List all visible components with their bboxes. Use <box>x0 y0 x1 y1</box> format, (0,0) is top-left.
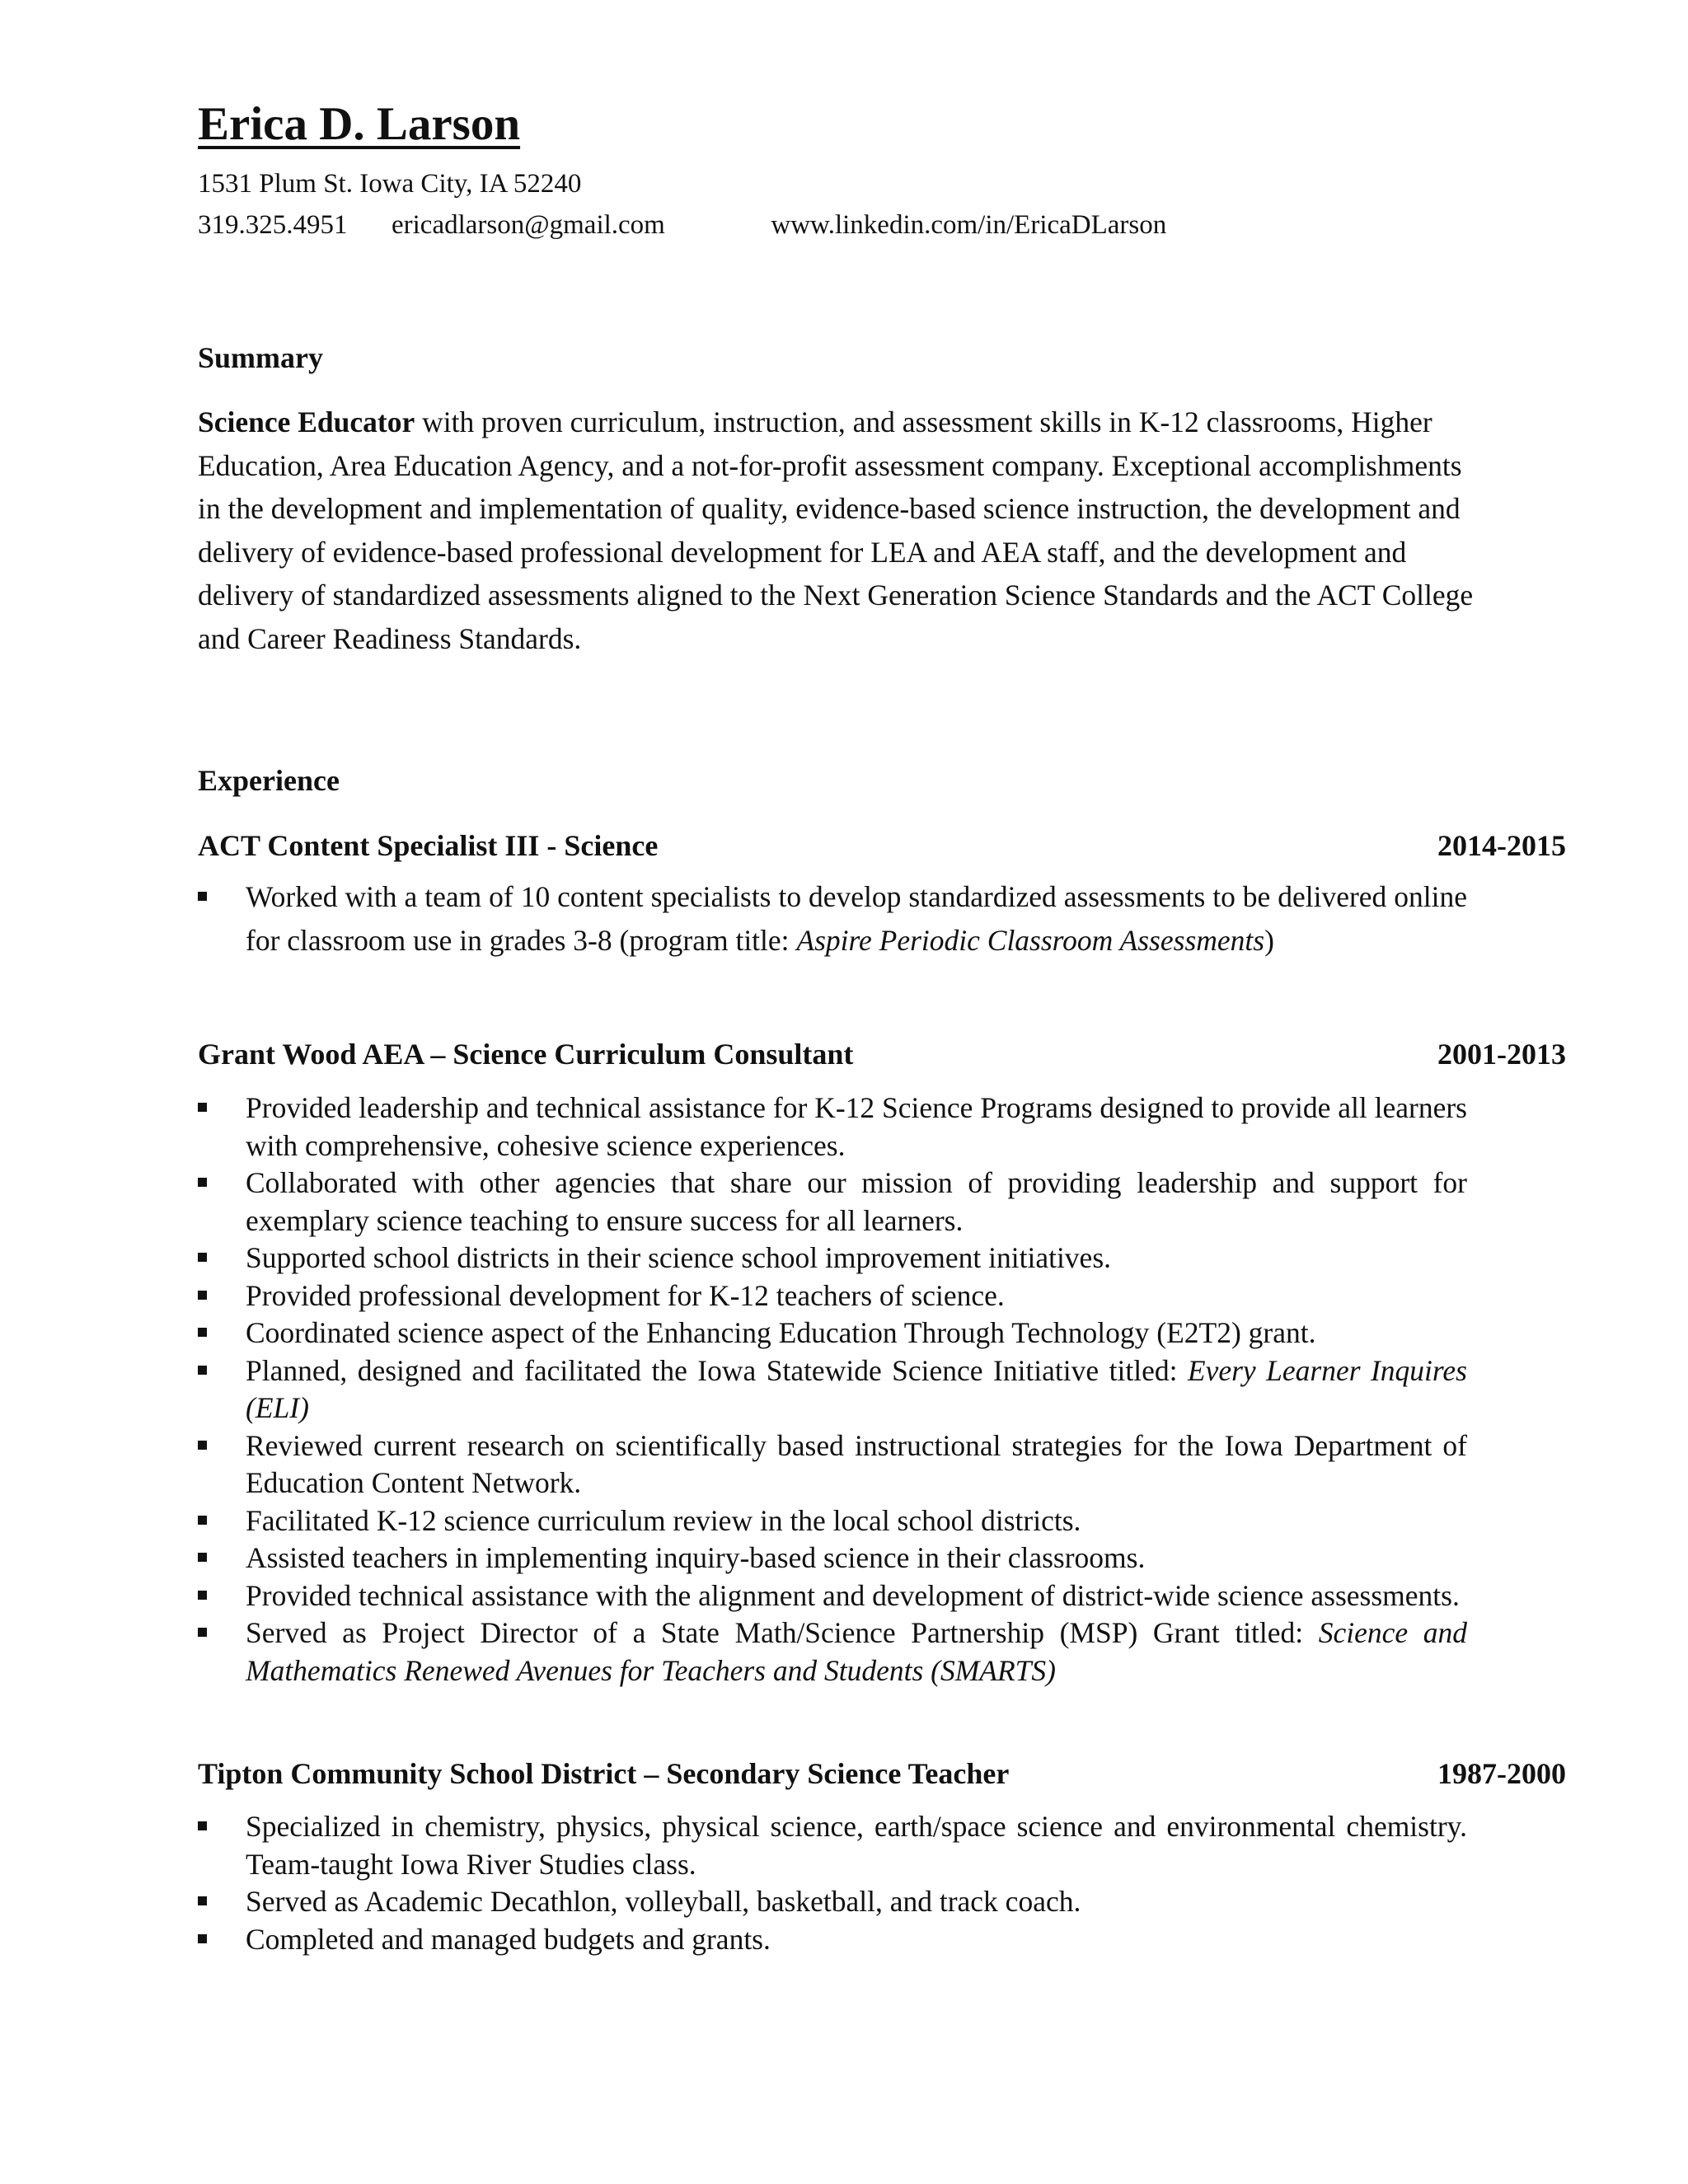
bullet-square-icon <box>198 1896 207 1905</box>
list-item: Specialized in chemistry, physics, physical science, earth/space science and environmental chemistry. Team-taught Iowa River Studies class. <box>198 1808 1467 1883</box>
list-item: Served as Academic Decathlon, volleyball, basketball, and track coach. <box>198 1883 1467 1921</box>
bullet-square-icon <box>198 892 207 901</box>
list-item: Planned, designed and facilitated the Iowa Statewide Science Initiative titled: Every Learner Inquires (ELI) <box>198 1352 1467 1427</box>
list-item: Provided professional development for K-12 teachers of science. <box>198 1277 1467 1315</box>
experience-heading: Experience <box>198 764 340 797</box>
bullet-square-icon <box>198 1628 207 1637</box>
contact-line <box>198 212 1166 239</box>
bullet-square-icon <box>198 1821 207 1830</box>
job-years: 2001-2013 <box>1437 1038 1566 1071</box>
job-bullets-act <box>198 875 1467 962</box>
list-item: Worked with a team of 10 content specialists to develop standardized assessments to be delivered online for classroom use in grades 3-8 (program title: Aspire Periodic Classroom Assessments) <box>198 875 1467 962</box>
linkedin-link[interactable]: www.linkedin.com/in/EricaDLarson <box>771 210 1167 240</box>
bullet-square-icon <box>198 1516 207 1525</box>
list-item: Completed and managed budgets and grants. <box>198 1921 1467 1959</box>
bullet-square-icon <box>198 1553 207 1562</box>
summary-heading: Summary <box>198 341 323 374</box>
bullet-square-icon <box>198 1291 207 1300</box>
bullet-square-icon <box>198 1253 207 1262</box>
list-item: Supported school districts in their science school improvement initiatives. <box>198 1240 1467 1277</box>
address: 1531 Plum St. Iowa City, IA 52240 <box>198 169 582 199</box>
summary-paragraph <box>198 401 1484 660</box>
address-line <box>198 171 581 198</box>
email-link[interactable]: ericadlarson@gmail.com <box>392 210 665 240</box>
list-item: Served as Project Director of a State Math/Science Partnership (MSP) Grant titled: Science and Mathematics Renewed Avenues for Teachers and Students (SMARTS) <box>198 1615 1467 1690</box>
phone: 319.325.4951 <box>198 210 348 240</box>
bullet-square-icon <box>198 1934 207 1943</box>
bullet-square-icon <box>198 1328 207 1337</box>
list-item: Collaborated with other agencies that share our mission of providing leadership and support for exemplary science teaching to ensure success for all learners. <box>198 1165 1467 1240</box>
bullet-square-icon <box>198 1591 207 1600</box>
job-bullets-grant-wood <box>198 1090 1467 1690</box>
job-title: Tipton Community School District – Secondary Science Teacher <box>198 1757 1010 1790</box>
job-years: 2014-2015 <box>1437 829 1566 862</box>
list-item: Coordinated science aspect of the Enhancing Education Through Technology (E2T2) grant. <box>198 1315 1467 1352</box>
bullet-square-icon <box>198 1441 207 1450</box>
list-item: Provided leadership and technical assistance for K-12 Science Programs designed to provide all learners with comprehensive, cohesive science experiences. <box>198 1090 1467 1165</box>
summary-text: with proven curriculum, instruction, and assessment skills in K-12 classrooms, Higher Education, Area Education Agency, and a not-for-profit assessment company. Exceptional accomplishments in the development and implementation of quality, evidence-based science instruction, the development and delivery of evidence-based professional development for LEA and AEA staff, and the development and delivery of standardized assessments aligned to the Next Generation Science Standards and the ACT College and Career Readiness Standards. <box>198 405 1474 655</box>
list-item: Provided technical assistance with the alignment and development of district-wide science assessments. <box>198 1577 1467 1615</box>
job-title: ACT Content Specialist III - Science <box>198 829 659 862</box>
list-item: Facilitated K-12 science curriculum review in the local school districts. <box>198 1502 1467 1540</box>
list-item: Assisted teachers in implementing inquiry-based science in their classrooms. <box>198 1540 1467 1577</box>
bullet-square-icon <box>198 1178 207 1187</box>
bullet-square-icon <box>198 1366 207 1375</box>
bullet-square-icon <box>198 1103 207 1112</box>
job-title: Grant Wood AEA – Science Curriculum Consultant <box>198 1038 854 1071</box>
job-bullets-tipton <box>198 1808 1467 1958</box>
candidate-name: Erica D. Larson <box>198 98 521 150</box>
list-item: Reviewed current research on scientifically based instructional strategies for the Iowa Department of Education Content Network. <box>198 1427 1467 1502</box>
summary-lead: Science Educator <box>198 405 415 438</box>
job-years: 1987-2000 <box>1437 1757 1566 1790</box>
